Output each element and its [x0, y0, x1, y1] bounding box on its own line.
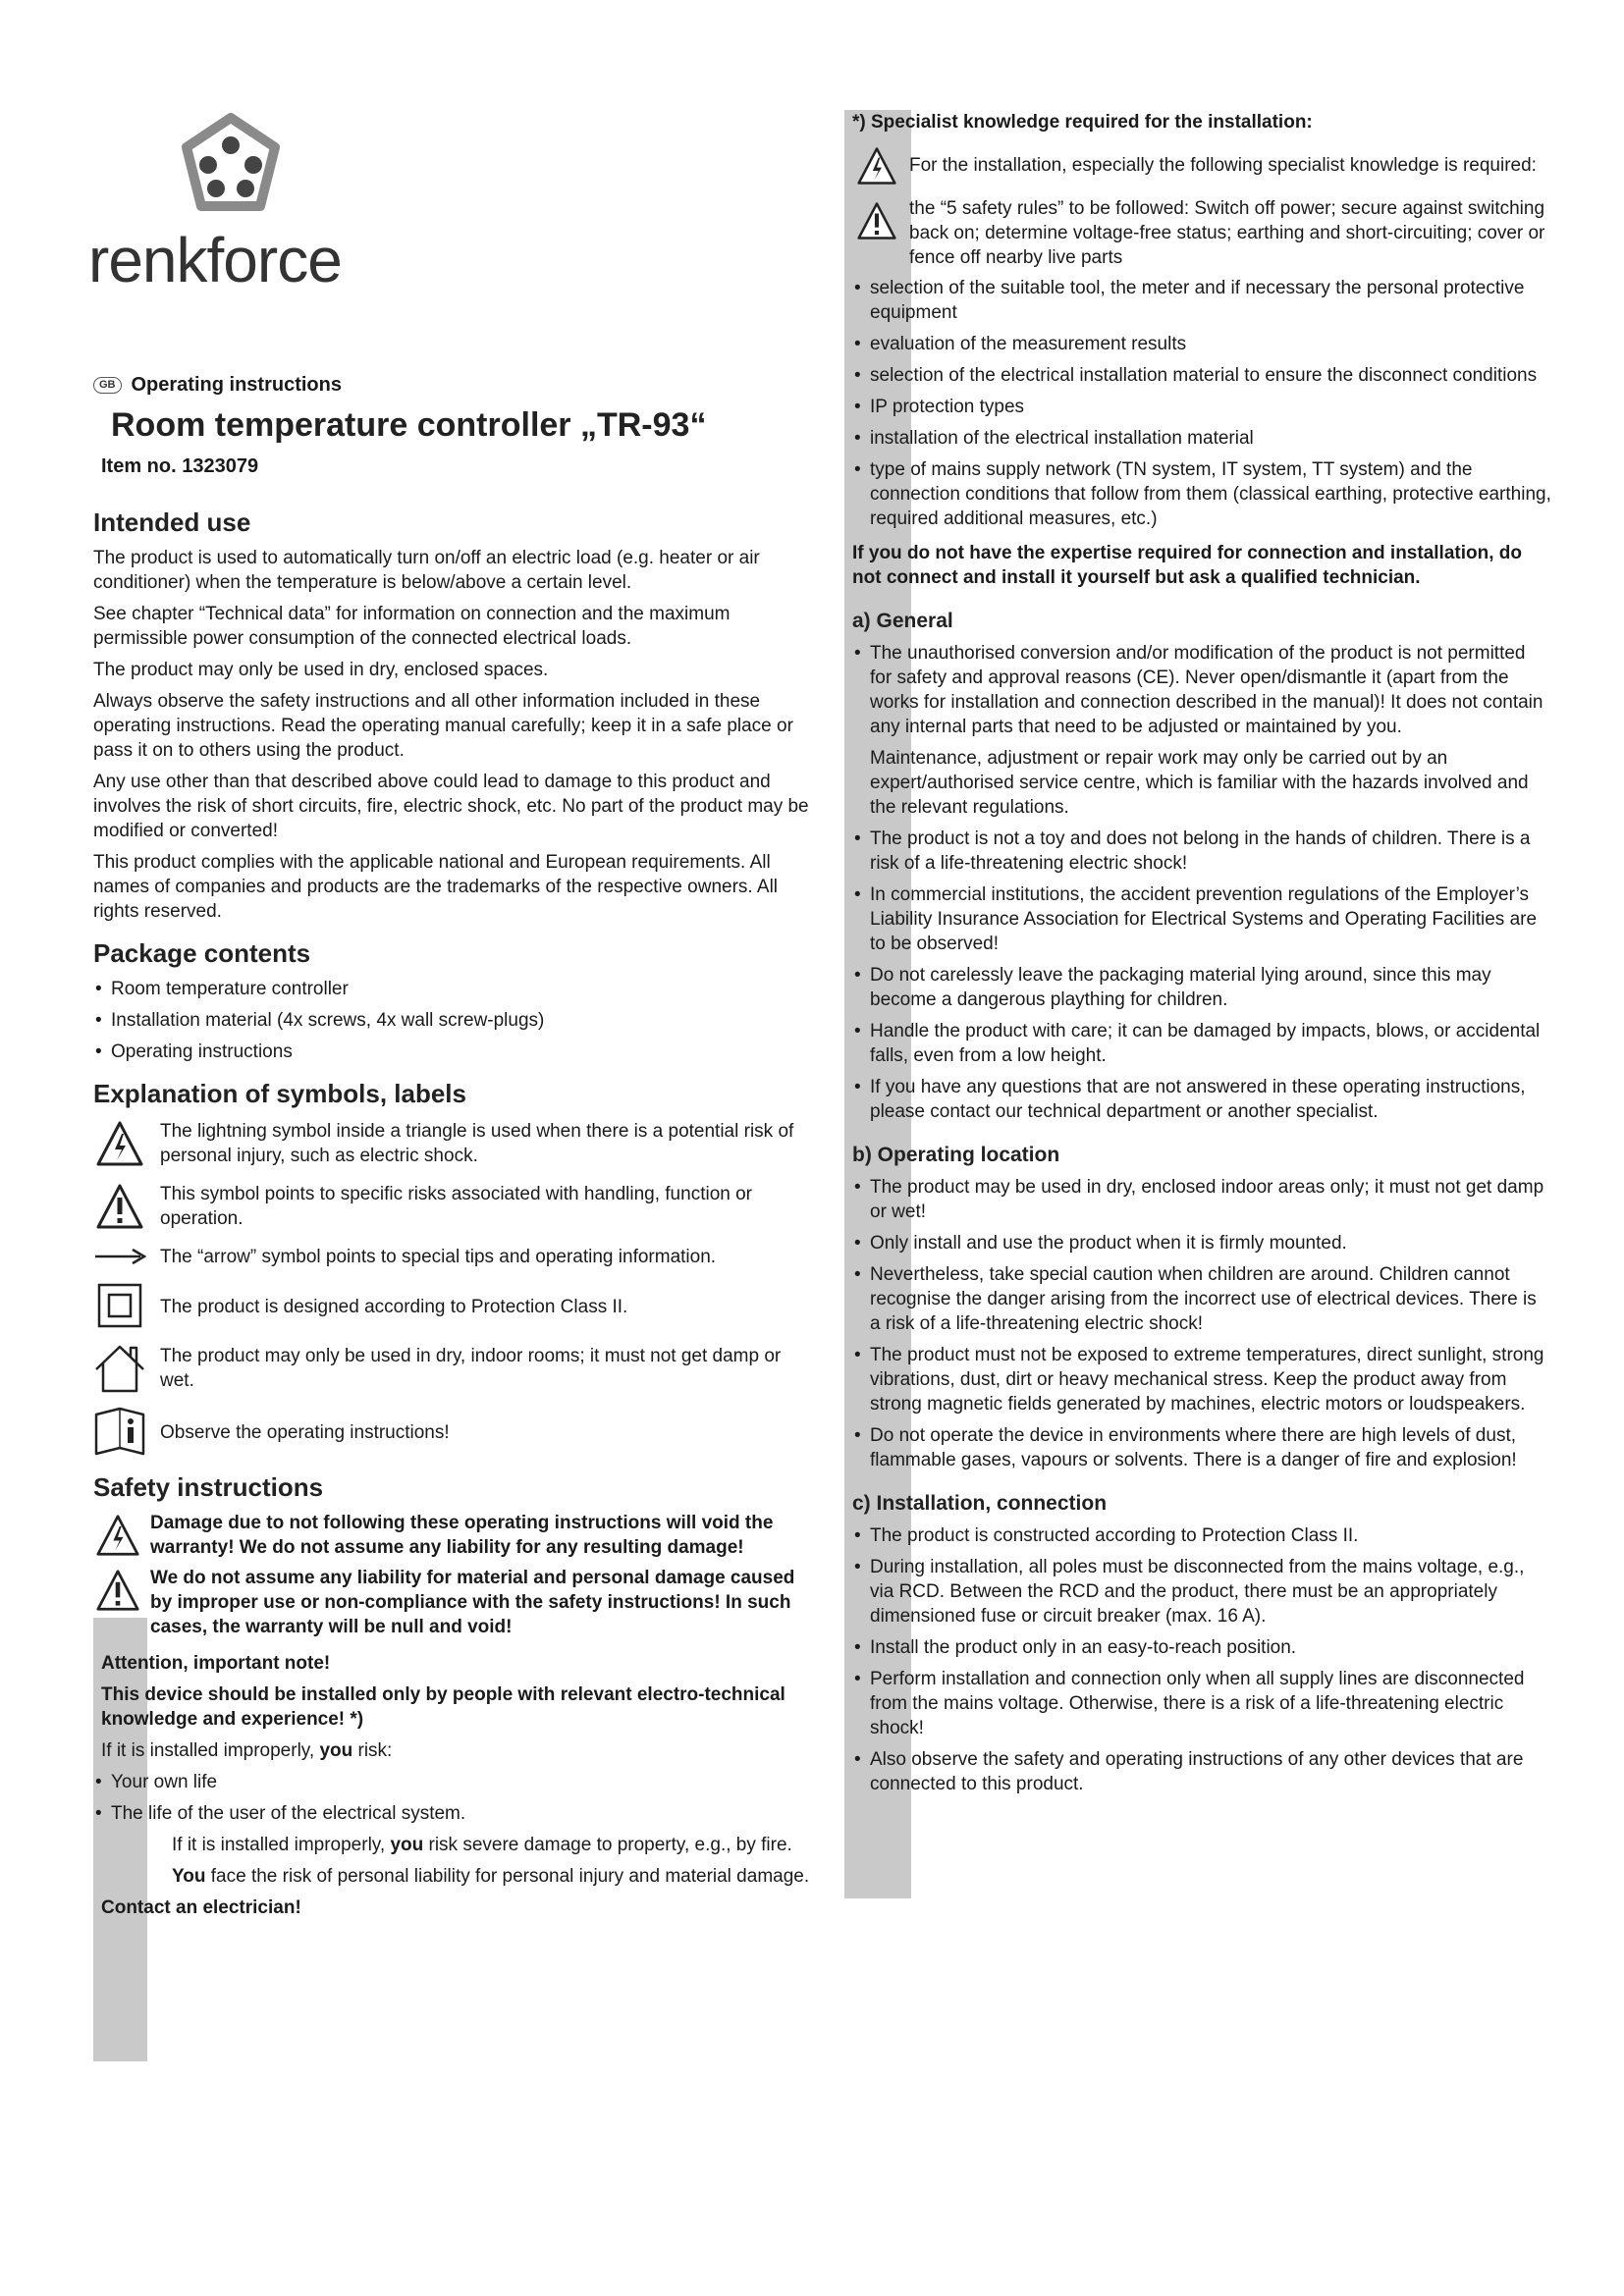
symbol-description: This symbol points to specific risks associated with handling, function or operation.	[160, 1184, 752, 1229]
list-item: • Operating instructions	[93, 1040, 810, 1064]
specialist-heading: *) Specialist knowledge required for the installation:	[852, 112, 1313, 133]
list-item: • Nevertheless, take special caution when children are around. Children cannot recognise the danger arising from the incorrect use of electrical devices. There is a risk of a life-threatening electric shock!	[852, 1262, 1551, 1336]
list-item: • The product is not a toy and does not belong in the hands of children. There is a risk of a life-threatening electric shock!	[852, 827, 1551, 876]
list-item: • In commercial institutions, the accident prevention regulations of the Employer’s Liability Insurance Association for Electrical Systems and Operating Facilities are to be observed!	[852, 882, 1551, 956]
symbol-row	[93, 1117, 810, 1170]
lightning-triangle-icon	[93, 1511, 142, 1560]
symbol-description: The product is designed according to Protection Class II.	[160, 1296, 628, 1317]
list-item: • The unauthorised conversion and/or modification of the product is not permitted for safety and approval reasons (CE). Never open/dismantle it (apart from the works for installation and connection described in the manual)! It does not contain any internal parts that need to be adjusted or maintained by you.	[852, 641, 1551, 739]
list-item: • Room temperature controller	[93, 977, 810, 1001]
symbol-description: The “arrow” symbol points to special tips and operating information.	[160, 1247, 717, 1267]
exclamation-triangle-icon	[93, 1566, 142, 1615]
left-column	[93, 373, 810, 1927]
list-item: • Do not operate the device in environments where there are high levels of dust, flammable gases, vapours or solvents. There is a danger of fire and explosion!	[852, 1423, 1551, 1472]
maintenance-text: Maintenance, adjustment or repair work may only be carried out by an expert/authorised service centre, which is familiar with the hazards involved and the relevant regulations.	[870, 748, 1529, 818]
list-item: • Installation material (4x screws, 4x wall screw-plugs)	[93, 1008, 810, 1033]
intended-use-paragraph: This product complies with the applicable national and European requirements. All names of companies and products are the trademarks of the respective owners. All rights reserved.	[93, 852, 779, 922]
installation-list	[852, 1523, 1551, 1796]
list-item: • selection of the suitable tool, the meter and if necessary the personal protective equipment	[852, 276, 1551, 325]
brand-name: renkforce	[88, 225, 342, 295]
list-item: • Also observe the safety and operating instructions of any other devices that are connected to this product.	[852, 1747, 1551, 1796]
intended-use-paragraph: The product is used to automatically turn on/off an electric load (e.g. heater or air conditioner) when the temperature is below/above a certain level.	[93, 548, 760, 593]
symbol-description: The product may only be used in dry, indoor rooms; it must not get damp or wet.	[160, 1346, 782, 1391]
list-item: • IP protection types	[852, 395, 1551, 419]
list-item: the “5 safety rules” to be followed: Switch off power; secure against switching back on; determine voltage-free status; earthing and short-circuiting; cover or fence off nearby live parts	[909, 198, 1545, 268]
safety-heading: Safety instructions	[93, 1472, 324, 1502]
renkforce-emblem-icon	[167, 108, 295, 221]
doc-type-row	[93, 373, 810, 398]
list-item: • If you have any questions that are not answered in these operating instructions, please contact our technical department or another specialist.	[852, 1075, 1551, 1124]
exclamation-triangle-icon	[852, 196, 901, 245]
house-icon	[93, 1342, 146, 1395]
symbol-row	[93, 1243, 810, 1269]
intended-use-paragraph: Any use other than that described above could lead to damage to this product and involves the risk of short circuits, fire, electric shock, etc. No part of the product may be modified or converted!	[93, 772, 809, 841]
list-item: • Handle the product with care; it can be damaged by impacts, blows, or accidental falls, even from a low height.	[852, 1019, 1551, 1068]
general-heading: a) General	[852, 610, 953, 632]
package-contents-heading: Package contents	[93, 938, 311, 968]
damage-risk: If it is installed improperly, you risk severe damage to property, e.g., by fire.	[172, 1835, 792, 1855]
list-item: • Install the product only in an easy-to-reach position.	[852, 1635, 1551, 1660]
list-item: • Do not carelessly leave the packaging material lying around, since this may become a dangerous plaything for children.	[852, 963, 1551, 1012]
list-item: • selection of the electrical installation material to ensure the disconnect conditions	[852, 363, 1551, 388]
symbol-row	[93, 1342, 810, 1395]
package-contents-list	[93, 977, 810, 1064]
warranty-warning: Damage due to not following these operating instructions will void the warranty! We do not assume any liability for any resulting damage!	[150, 1513, 774, 1558]
liability-risk: You face the risk of personal liability for personal injury and material damage.	[172, 1866, 810, 1887]
attention-text: This device should be installed only by people with relevant electro-technical knowledge and experience! *)	[101, 1684, 785, 1730]
location-list	[852, 1175, 1551, 1472]
list-item: • installation of the electrical installation material	[852, 426, 1551, 451]
intended-use-paragraph: The product may only be used in dry, enclosed spaces.	[93, 660, 549, 680]
language-badge: GB	[93, 377, 122, 394]
contact-electrician: Contact an electrician!	[101, 1897, 301, 1918]
symbol-row	[93, 1279, 810, 1332]
specialist-closing: If you do not have the expertise required for connection and installation, do not connect and install it yourself but ask a qualified technician.	[852, 543, 1522, 588]
specialist-list	[852, 276, 1551, 531]
list-item: • Your own life	[93, 1770, 810, 1794]
general-list	[852, 641, 1551, 739]
liability-warning: We do not assume any liability for material and personal damage caused by improper use or non-compliance with the safety instructions! In such cases, the warranty will be null and void!	[150, 1568, 795, 1637]
warning-row	[93, 1511, 810, 1560]
symbol-description: Observe the operating instructions!	[160, 1421, 450, 1443]
list-item: • Only install and use the product when it is firmly mounted.	[852, 1231, 1551, 1255]
installation-heading: c) Installation, connection	[852, 1492, 1108, 1515]
lightning-triangle-icon	[93, 1117, 146, 1170]
general-list	[852, 827, 1551, 1124]
exclamation-triangle-icon	[93, 1180, 146, 1233]
warning-row	[852, 141, 1551, 190]
symbol-row	[93, 1405, 810, 1458]
list-item: • The product must not be exposed to extreme temperatures, direct sunlight, strong vibrations, dust, dirt or heavy mechanical stress. Keep the product away from strong magnetic fields generated by machines, electric motors or loudspeakers.	[852, 1343, 1551, 1416]
attention-label: Attention, important note!	[101, 1653, 331, 1674]
intended-use-heading: Intended use	[93, 507, 251, 537]
list-item: • The product may be used in dry, enclosed indoor areas only; it must not get damp or wet!	[852, 1175, 1551, 1224]
specialist-section	[844, 110, 1551, 1796]
symbol-row	[93, 1180, 810, 1233]
symbols-heading: Explanation of symbols, labels	[93, 1079, 466, 1108]
warning-row	[852, 196, 1551, 270]
protection-class-ii-icon	[93, 1279, 146, 1332]
risk-intro: If it is installed improperly, you risk:	[101, 1740, 393, 1761]
list-item: • evaluation of the measurement results	[852, 332, 1551, 356]
page-title: Room temperature controller „TR-93“	[111, 406, 707, 444]
list-item: • Perform installation and connection only when all supply lines are disconnected from the mains voltage. Otherwise, there is a risk of a life-threatening electric shock!	[852, 1667, 1551, 1740]
right-column	[844, 110, 1551, 1803]
risk-list	[93, 1770, 810, 1826]
location-heading: b) Operating location	[852, 1144, 1060, 1166]
item-number: Item no. 1323079	[101, 455, 259, 477]
lightning-triangle-icon	[852, 141, 901, 190]
list-item: • The product is constructed according to Protection Class II.	[852, 1523, 1551, 1548]
list-item: • type of mains supply network (TN system, IT system, TT system) and the connection conditions that follow from them (classical earthing, protective earthing, required additional measures, etc.)	[852, 457, 1551, 531]
warning-row	[93, 1566, 810, 1639]
arrow-icon	[93, 1244, 146, 1269]
list-item: • During installation, all poles must be disconnected from the mains voltage, e.g., via RCD. Between the RCD and the product, there must be an appropriately dimensioned fuse or circuit breaker (max. 16 A).	[852, 1555, 1551, 1629]
symbol-description: The lightning symbol inside a triangle is used when there is a potential risk of personal injury, such as electric shock.	[160, 1121, 794, 1166]
brand-logo	[88, 108, 383, 304]
doc-type: Operating instructions	[131, 374, 342, 396]
info-book-icon	[93, 1405, 146, 1458]
intended-use-paragraph: See chapter “Technical data” for information on connection and the maximum permissible power consumption of the connected electrical loads.	[93, 604, 731, 649]
list-item: • The life of the user of the electrical system.	[93, 1801, 810, 1826]
intended-use-paragraph: Always observe the safety instructions and all other information included in these operating instructions. Read the operating manual carefully; keep it in a safe place or pass it on to others using the product.	[93, 691, 793, 761]
specialist-intro: For the installation, especially the following specialist knowledge is required:	[909, 155, 1537, 176]
